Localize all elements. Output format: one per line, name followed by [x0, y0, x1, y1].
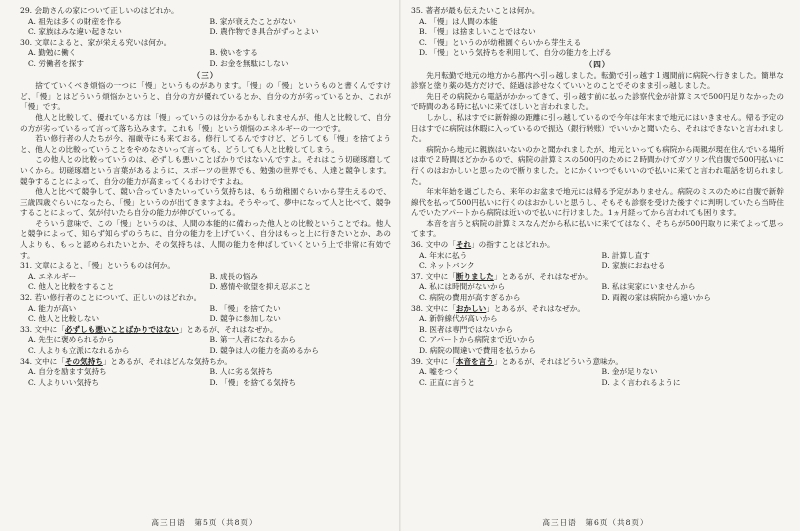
passage-paragraph: 年末年始を過ごしたら、来年のお盆まで地元には帰る予定がありません。病院のミスのために自腹で新幹線代を払って500円払いに行くのはおかしいと思うし、そもそも診察を受けた後すぐに判明していたら当時住んでいたアパートから病院は近いので払いに行けました。1ヵ月経ってから言われても困ります。: [411, 187, 784, 218]
option: D. 家族におねせる: [601, 261, 666, 271]
passage-paragraph: 他人と比較して、優れている方は「慢」っていうのは分かるかもしれませんが、他人と比較して、自分の方が劣っているって言って落ち込みます。これも「慢」という煩悩のエネルギーの一つです。: [20, 112, 391, 133]
question-39-stem: [411, 357, 784, 368]
question-35-options: [411, 17, 784, 59]
option: A. 自分を励ます気持ち: [28, 367, 107, 377]
stem-text: 36. 文中の「: [411, 240, 456, 250]
question-32-options: [20, 304, 391, 325]
option: A. 私には時間がないから: [419, 282, 506, 292]
option: C. 他人と比較をすること: [28, 282, 115, 292]
stem-text: 39. 文中に「: [411, 356, 456, 366]
passage-paragraph: 先日その病院から電話がかかってきて、引っ越す前に払った診察代金が計算ミスで500円足りなかったので時間のある時に払いに来てほしいと言われました。: [411, 91, 784, 112]
passage-paragraph: 他人と比べて競争して、競い合っていきたいっていう気持ちは、もう幼稚園ぐらいから芽生えるので、三歳四歳ぐらいになったら、「慢」というのが出てきますよね。そうやって、夢中になって人と比べて、競争することによって、気が付いたら自分の能力が伸びていってる。: [20, 187, 391, 218]
stem-text: 」とあるが、それはなぜか。: [178, 324, 278, 334]
option: B. 人に劣る気持ち: [209, 367, 274, 377]
question-37-stem: [411, 272, 784, 283]
option: A. 能力が高い: [28, 303, 77, 313]
option: C. 病院の費用が高すぎるから: [419, 293, 521, 303]
underlined-phrase: それ: [455, 240, 472, 250]
question-36-stem: [411, 240, 784, 251]
option: B. 第一人者になれるから: [209, 335, 296, 345]
stem-text: 」の指すことはどれか。: [471, 240, 555, 250]
underlined-phrase: 断りました: [455, 271, 494, 281]
option: D. よく言われるように: [601, 377, 681, 387]
passage-paragraph: この他人との比較っていうのは、必ずしも悪いことばかりではないんですよ。それはこう切磋琢磨していくから。切磋琢磨という言葉があるように、スポーツの世界でも、勉強の世界でも、人達と競争します。競争することによって、自分の能力が高まってくるわけですよね。: [20, 155, 391, 186]
stem-text: 33. 文中に「: [20, 324, 65, 334]
question-36-options: [411, 251, 784, 272]
option: D. 「慢」という気持ちを利用して、自分の能力を上げる: [419, 48, 612, 58]
underlined-phrase: 必ずしも悪いことばかりではない: [64, 324, 179, 334]
option: D. 両親の家は病院から遠いから: [601, 293, 711, 303]
option: D. お金を無駄にしない: [209, 58, 289, 68]
option: A. 新幹線代が高いから: [419, 314, 498, 324]
option: D. 競争に参加しない: [209, 314, 281, 324]
option: A. 先生に褒められるから: [28, 335, 115, 345]
question-29-options: [20, 17, 391, 38]
passage-paragraph: 捨てていくべき煩悩の一つに「慢」というものがあります。「慢」の「慢」というものと書くんですけど、「慢」とはどういう煩悩かというと、自分の方が優れているとか、自分の方が劣っているとか、これが「慢」です。: [20, 81, 391, 112]
question-33-stem: [20, 325, 391, 336]
page-5: [10, 6, 399, 531]
question-31-stem: 31. 文章によると、「慢」というものは何か。: [20, 261, 175, 271]
page-footer: 高三日语 第6页（共8页）: [542, 518, 649, 528]
section-heading-4: （四）: [584, 59, 611, 69]
option: C. アパートから病院まで近いから: [419, 335, 536, 345]
passage-paragraph: そういう意味で、この「慢」というのは、人間の本能的に備わった他人との比較ということでね。他人と競争によって、知らず知らずのうちに、自分の能力を上げていく、自分はもっと上に行きたいとか、あの人よりも、もっと認められたいとか、その気持ちは、人間の能力を伸ばしていくという上で非常に有効です。: [20, 218, 391, 260]
question-32-stem: 32. 若い修行者のことについて、正しいのはどれか。: [20, 293, 202, 303]
stem-text: 」とあるが、それはなぜか。: [486, 303, 585, 313]
underlined-phrase: おかしい: [455, 303, 487, 313]
option: B. 計算し直す: [601, 250, 650, 260]
option: A. エネルギー: [28, 271, 77, 281]
stem-text: 37. 文中に「: [411, 271, 456, 281]
question-31-options: [20, 272, 391, 293]
question-34-options: [20, 367, 391, 388]
option: C. 「慢」というのが幼稚園ぐらいから芽生える: [419, 37, 582, 47]
option: B. 倹いをする: [209, 48, 258, 58]
section-heading-3: （三）: [192, 70, 219, 80]
option: C. 労働者を探す: [28, 58, 84, 68]
passage-paragraph: 若い修行者の人たちが今、福厳寺にも来ておる。修行してるんですけど、どうしても「慢」を捨てようと、他人との比較っていうことをやめなさいって言っても、どうしても人と比較してしまう。: [20, 134, 391, 154]
page-footer: 高三日语 第5页（共8页）: [151, 518, 258, 528]
option: A. 年末に払う: [419, 250, 468, 260]
option: C. 家族はみな違い起きない: [28, 27, 122, 37]
question-34-stem: [20, 357, 391, 368]
underlined-phrase: その気持ち: [64, 356, 103, 366]
question-30-options: [20, 48, 391, 69]
passage-paragraph: 本音を言うと病院の計算ミスなんだから私に払いに来ててはなく、そちらが500円取りに来てよって思ってます。: [411, 218, 784, 239]
option: A. 勤勉に働く: [28, 48, 77, 58]
passage-paragraph: 先月転勤で地元の地方から都内へ引っ越しました。転勤で引っ越す１週間前に病院へ行きました。簡単な診察と塗り薬の処方だけで、経過は診せなくていいとのことでそのまま引っ越しました。: [411, 70, 784, 91]
question-33-options: [20, 335, 391, 356]
option: D. 「慢」を捨てる気持ち: [209, 377, 297, 387]
stem-text: 」とあるが、それはどんな気持ちか。: [102, 356, 232, 366]
option: B. 医者は専門ではないから: [419, 324, 513, 334]
option: C. 他人と比較しない: [28, 314, 100, 324]
option: D. 競争は人の能力を高めるから: [209, 346, 319, 355]
option: A. 嘘をつく: [419, 367, 460, 377]
option: C. ネットバンク: [419, 261, 475, 271]
option: D. 病院の間違いで費用を払うから: [419, 346, 536, 355]
question-29-stem: 29. 会助さんの家について正しいのはどれか。: [20, 6, 179, 15]
option: B. 金が足りない: [601, 367, 658, 377]
question-39-options: [411, 367, 784, 388]
option: A. 「慢」は人間の本能: [419, 16, 498, 26]
option: B. 「慢」は捨ましいことではない: [419, 27, 536, 37]
question-37-options: [411, 282, 784, 303]
question-35-stem: 35. 著者が最も伝えたいことは何か。: [411, 6, 540, 15]
page-6: [401, 6, 790, 531]
option: D. 農作物でき具合がずっとよい: [209, 27, 319, 37]
stem-text: 」とあるが、それはどういう意味か。: [493, 356, 623, 366]
question-30-stem: 30. 文章によると、家が栄える究いは何か。: [20, 37, 172, 47]
option: B. 成長の悩み: [209, 271, 258, 281]
option: B. 「慢」を捨てたい: [209, 303, 281, 313]
option: C. 人よりも立派になれるから: [28, 346, 130, 355]
option: C. 正直に言うと: [419, 377, 475, 387]
passage-paragraph: 病院から地元に親族はいないのかと聞かれましたが、地元といっても病院から両親が現在住んでいる場所は車で２時間ほどかかるので、病院の計算ミスの500円のために２時間かけてガソリン代自腹で500円払いに行くのはおかしいと思ったので断りました。とにかくいつでもいいので払いに来てと言われ電話を切られました。: [411, 144, 784, 186]
stem-text: 38. 文中に「: [411, 303, 456, 313]
question-38-options: [411, 314, 784, 356]
option: B. 私は実家にいませんから: [601, 282, 696, 292]
option: B. 家が衰えたことがない: [209, 16, 296, 26]
question-38-stem: [411, 304, 784, 315]
stem-text: 」とあるが、それはなぜか。: [493, 271, 593, 281]
option: C. 人よりいい気持ち: [28, 377, 100, 387]
option: D. 感情や欲望を抑え忍ぶこと: [209, 282, 312, 292]
option: A. 祖先は多くの財産を作る: [28, 16, 122, 26]
underlined-phrase: 本音を言う: [455, 356, 494, 366]
passage-paragraph: しかし、私はすでに新幹線の距離に引っ越しているので今年は年末まで地元にはいきません。帰る予定の日はすでに病院は休暇に入っているので振込（銀行转账）でいいかと聞いたら、それはできないと言われました。: [411, 112, 784, 144]
stem-text: 34. 文中に「: [20, 356, 65, 366]
